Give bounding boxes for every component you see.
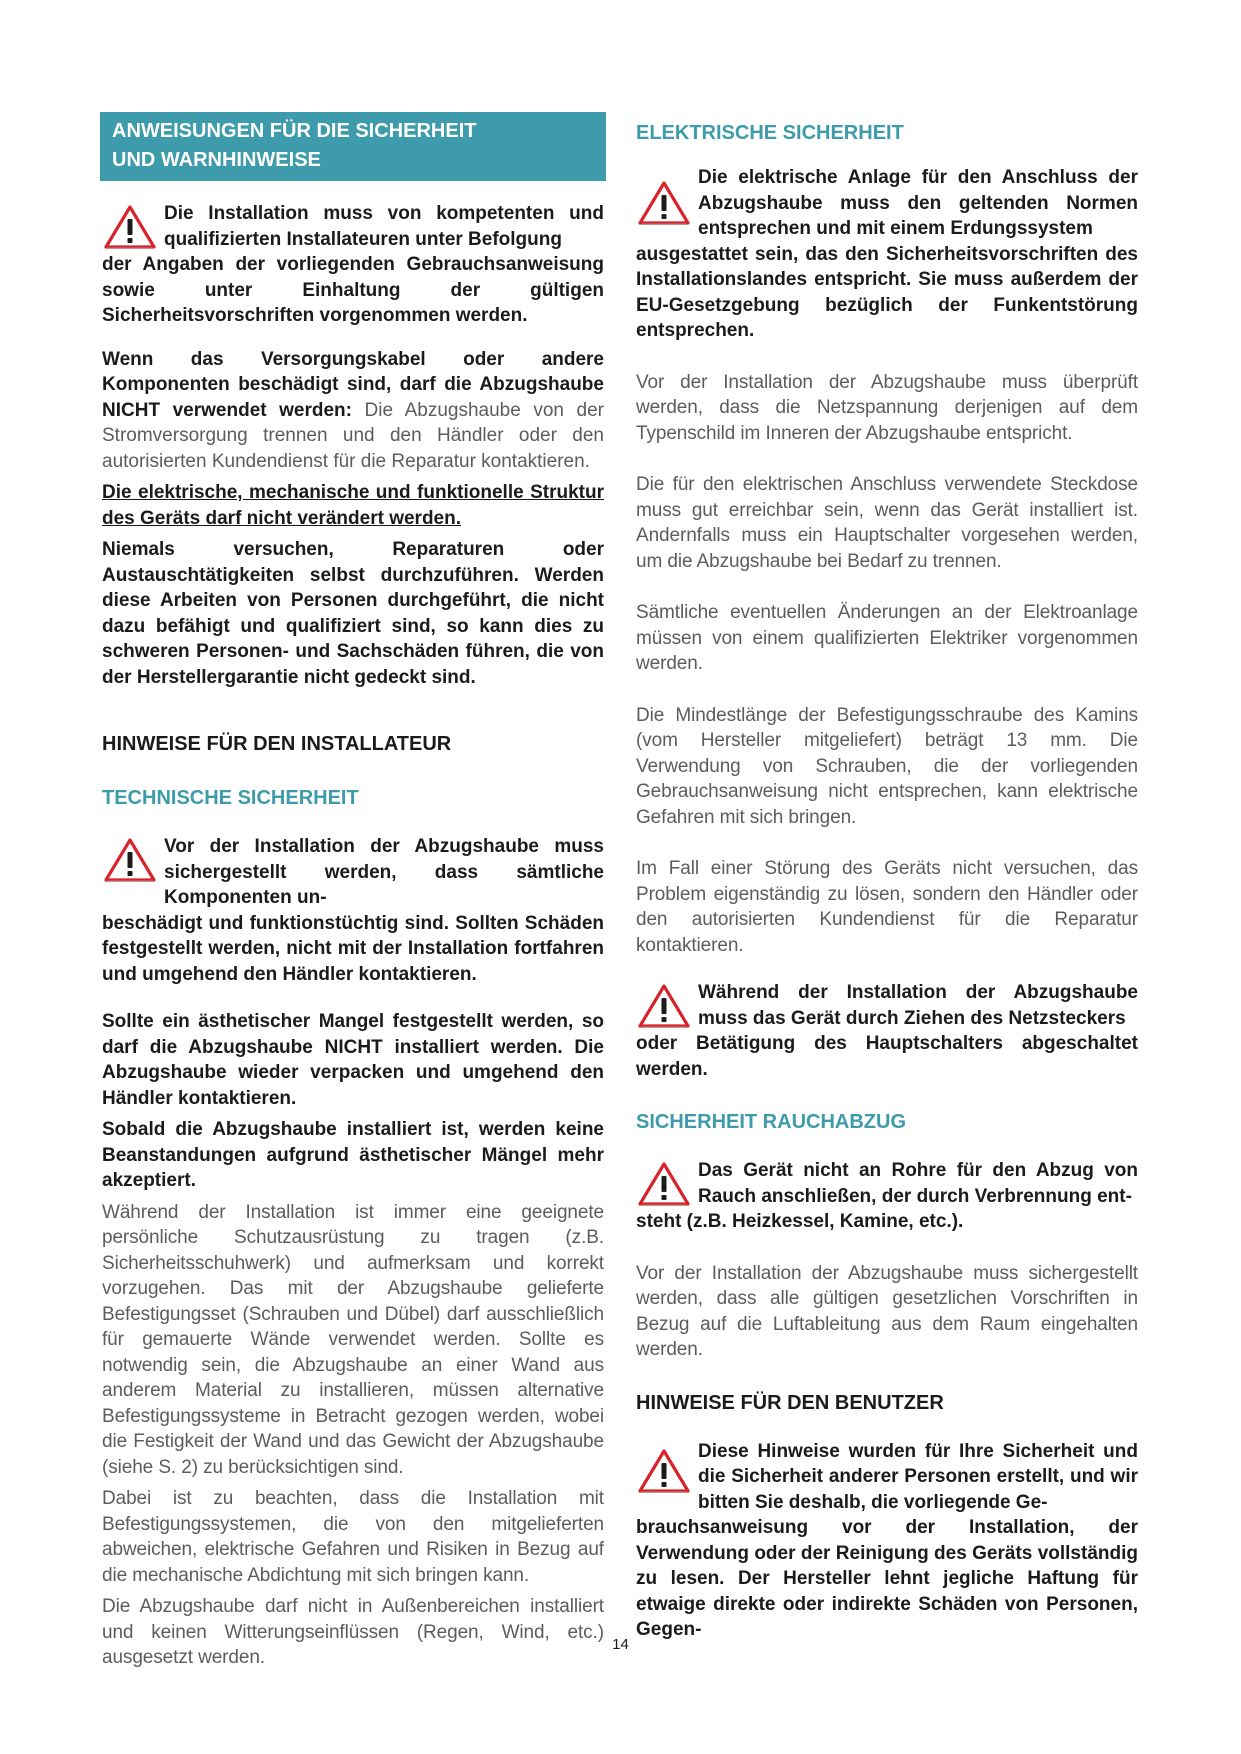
heading-electrical-safety: ELEKTRISCHE SICHERHEIT [636,122,904,144]
screw-paragraph: Die Mindestlänge der Befestigungsschraube des Kamins (vom Hersteller mitgeliefert) beträgt 13 mm. Die Verwendung von Schrauben, die der vorliegenden Gebrauchsanweisung nicht entsprechen, kann elektrische Gefahren mit sich bringen. [636,704,1138,828]
changes-paragraph: Sämtliche eventuellen Änderungen an der Elektroanlage müssen von einem qualifizierten Elektriker vorgenommen werden. [636,602,1138,674]
warning-text-rest: der Angaben der vorliegenden Gebrauchsanweisung sowie unter Einhaltung der gültigen Sicherheitsvorschriften vorgenommen werden. [102,254,604,326]
warning-user [636,1439,1138,1643]
banner-line-2: UND WARNHINWEISE [112,149,321,171]
warning-text-rest: oder Betätigung des Hauptschalters abgeschaltet werden. [636,1033,1138,1080]
warning-text-rest: brauchsanweisung vor der Installation, der Verwendung oder der Reinigung des Geräts vollständig zu lesen. Der Hersteller lehnt jegliche Haftung für etwaige direkte oder indirekte Schäden von Personen, Gegen- [636,1517,1138,1640]
aesthetic-paragraph: Sollte ein ästhetischer Mangel festgestellt werden, so darf die Abzugshaube NICHT installiert werden. Die Abzugshaube wieder verpacken und umgehend den Händler kontaktieren. [102,1011,604,1109]
warning-text-first: Während der Installation der Abzugshaube muss das Gerät durch Ziehen des Netzsteckers [698,982,1138,1029]
right-column [636,112,1138,1643]
warning-smoke [636,1158,1138,1235]
warning-icon [102,836,158,884]
socket-paragraph: Die für den elektrischen Anschluss verwendete Steckdose muss gut erreichbar sein, wenn das Gerät installiert ist. Andernfalls muss ein Hauptschalter vorgesehen werden, um die Abzugshaube bei Bedarf zu trennen. [636,474,1138,572]
heading-installer: HINWEISE FÜR DEN INSTALLATEUR [102,733,452,755]
banner-line-1: ANWEISUNGEN FÜR DIE SICHERHEIT [112,120,477,142]
warning-disconnect [636,980,1138,1082]
warning-text-first: Vor der Installation der Abzugshaube muss sichergestellt werden, dass sämtliche Komponenten un- [164,836,604,908]
exhaust-paragraph: Vor der Installation der Abzugshaube muss sichergestellt werden, dass alle gültigen gesetzlichen Vorschriften in Bezug auf die Luftableitung aus dem Raum eingehalten werden. [636,1262,1138,1360]
warning-icon [636,1447,692,1495]
left-column [102,112,604,1671]
warning-components [102,834,604,987]
warning-text-first: Die Installation muss von kompetenten und qualifizierten Installateuren unter Befolgung [164,203,604,250]
structure-paragraph: Die elektrische, mechanische und funktionelle Struktur des Geräts darf nicht verändert werden. [102,482,604,529]
ppe-paragraph: Während der Installation ist immer eine geeignete persönliche Schutzausrüstung zu tragen (z.B. Sicherheitsschuhwerk) und aufmerksam und korrekt vorzugehen. Das mit der Abzugshaube gelieferte Befestigungsset (Schrauben und Dübel) darf ausschließlich für gemauerte Wände verwendet werden. Sollte es notwendig sein, die Abzugshaube an einer Wand aus anderem Material zu installieren, müssen alternative Befestigungssysteme in Betracht gezogen werden, wobei die Festigkeit der Wand und das Gewicht der Abzugshaube (siehe S. 2) zu berücksichtigen sind. [102,1201,604,1478]
cable-light: Die Abzugshaube von der Stromversorgung trennen und den Händler oder den autorisierten Kundendienst für die Reparatur kontaktieren. [102,399,604,472]
page-number: 14 [612,1636,629,1653]
warning-icon [102,203,158,251]
warning-text-first: Die elektrische Anlage für den Anschluss der Abzugshaube muss den geltenden Normen entsprechen und mit einem Erdungssystem [698,167,1138,239]
warning-text-rest: beschädigt und funktionstüchtig sind. Sollten Schäden festgestellt werden, nicht mit der Installation fortfahren und umgehend den Händler kontaktieren. [102,912,604,985]
safety-banner [100,112,606,181]
warning-installation [102,201,604,329]
warning-text-rest: ausgestattet sein, das den Sicherheitsvorschriften des Installationslandes entspricht. Sie muss außerdem der EU-Gesetzgebung bezüglich der Funkentstörung entsprechen. [636,243,1138,341]
warning-icon [636,1160,692,1208]
warning-text-first: Diese Hinweise wurden für Ihre Sicherheit und die Sicherheit anderer Personen erstellt, und wir bitten Sie deshalb, die vorliegende Ge- [698,1440,1138,1513]
warning-electrical [636,165,1138,344]
fixing-paragraph: Dabei ist zu beachten, dass die Installation mit Befestigungssystemen, die von den mitgelieferten abweichen, elektrische Gefahren und Risiken in Bezug auf die mechanische Abdichtung mit sich bringen kann. [102,1488,604,1586]
cable-bold: Wenn das Versorgungskabel oder andere Komponenten beschädigt sind, darf die Abzugshaube NICHT verwendet werden: [102,348,604,421]
warning-icon [636,179,692,227]
complaints-paragraph: Sobald die Abzugshaube installiert ist, werden keine Beanstandungen aufgrund ästhetischer Mängel mehr akzeptiert. [102,1119,604,1191]
warning-text-first: Das Gerät nicht an Rohre für den Abzug von Rauch anschließen, der durch Verbrennung ent- [698,1160,1138,1207]
outdoor-paragraph: Die Abzugshaube darf nicht in Außenbereichen installiert und keinen Witterungseinflüssen (Regen, Wind, etc.) ausgesetzt werden. [102,1596,604,1668]
repairs-paragraph: Niemals versuchen, Reparaturen oder Austauschtätigkeiten selbst durchzuführen. Werden diese Arbeiten von Personen durchgeführt, die nicht dazu befähigt und qualifiziert sind, so kann dies zu schweren Personen- und Sachschäden führen, die von der Herstellergarantie nicht gedeckt sind. [102,539,604,688]
heading-technical-safety: TECHNISCHE SICHERHEIT [102,787,359,809]
cable-paragraph [102,347,604,475]
fault-paragraph: Im Fall einer Störung des Geräts nicht versuchen, das Problem eigenständig zu lösen, sondern den Händler oder den autorisierten Kundendienst für die Reparatur kontaktieren. [636,858,1138,956]
voltage-paragraph: Vor der Installation der Abzugshaube muss überprüft werden, dass die Netzspannung derjenigen auf dem Typenschild im Inneren der Abzugshaube entspricht. [636,371,1138,444]
warning-icon [636,982,692,1030]
heading-smoke-safety: SICHERHEIT RAUCHABZUG [636,1111,906,1133]
heading-user: HINWEISE FÜR DEN BENUTZER [636,1391,944,1414]
warning-text-rest: steht (z.B. Heizkessel, Kamine, etc.). [636,1211,964,1232]
